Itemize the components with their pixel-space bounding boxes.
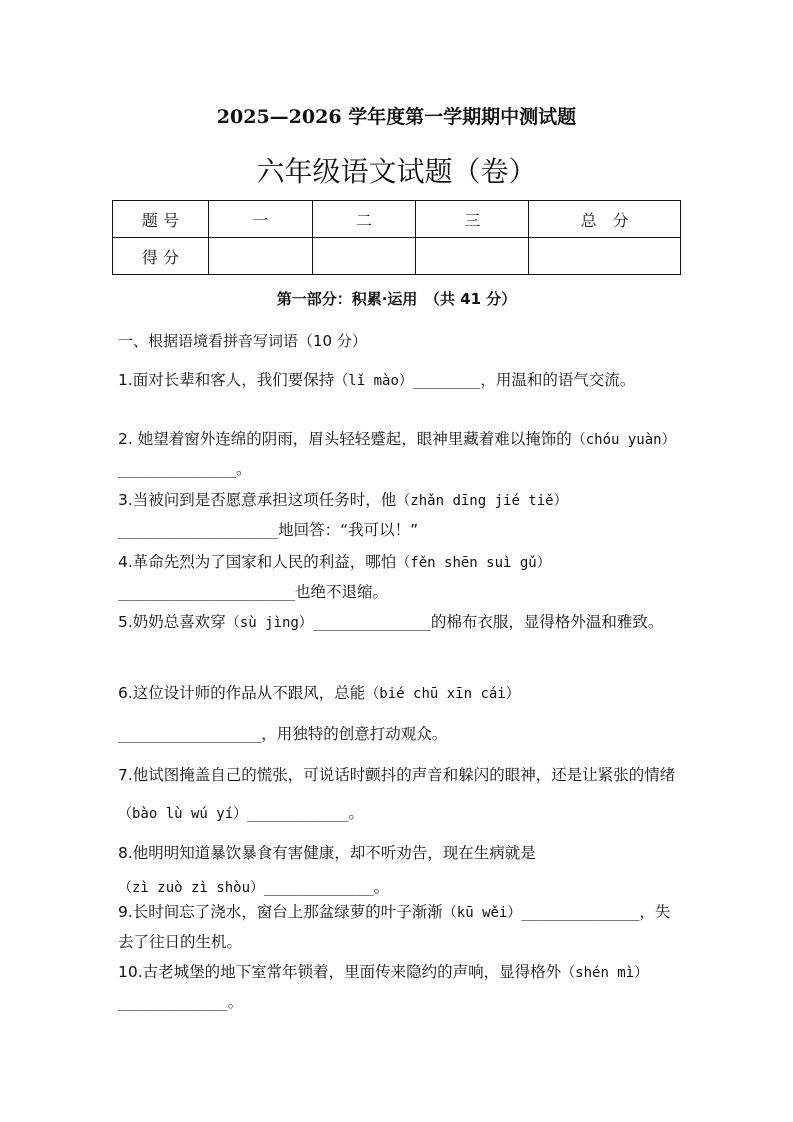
question-item <box>118 673 676 755</box>
score-table-cell: 题 号 <box>113 201 209 238</box>
answer-blank[interactable]: ________ <box>412 373 481 389</box>
question-item <box>118 425 676 485</box>
score-table-header-row <box>113 201 681 238</box>
answer-blank[interactable]: _________________ <box>118 727 262 743</box>
pinyin-hint: （bié chū xīn cái） <box>365 686 520 702</box>
score-entry-cell[interactable] <box>529 238 681 275</box>
question-tail: 。 <box>227 993 244 1011</box>
question-item <box>118 756 676 833</box>
answer-blank[interactable]: _____________________ <box>118 585 296 601</box>
pinyin-hint: （kū wěi） <box>442 905 522 921</box>
answer-blank[interactable]: _____________ <box>264 880 374 896</box>
pinyin-hint: （zhǎn dīng jié tiě） <box>396 493 568 509</box>
pinyin-hint: （zì zuò zì shòu） <box>118 880 265 896</box>
question-tail: ，失去了往日的生机。 <box>118 903 671 951</box>
exam-title: 2025—2026 学年度第一学期期中测试题 <box>216 106 577 128</box>
pinyin-hint: （fěn shēn suì gǔ） <box>396 555 551 571</box>
answer-blank[interactable]: ______________ <box>118 462 237 478</box>
answer-blank[interactable]: ____________ <box>247 806 349 822</box>
score-entry-cell[interactable] <box>208 238 312 275</box>
question-lead: 8.他明明知道暴饮暴食有害健康，却不听劝告，现在生病就是 <box>118 844 536 862</box>
question-lead: 2. 她望着窗外连绵的阴雨，眉头轻轻蹙起，眼神里藏着难以掩饰的 <box>118 430 572 448</box>
question-lead: 5.奶奶总喜欢穿 <box>118 613 226 631</box>
question-tail: ，用温和的语气交流。 <box>480 371 636 389</box>
score-entry-cell[interactable] <box>312 238 416 275</box>
question-lead: 7.他试图掩盖自己的慌张，可说话时颤抖的声音和躲闪的眼神，还是让紧张的情绪 <box>118 766 676 784</box>
part-title: 第一部分：积累·运用 （共 41 分） <box>276 290 517 308</box>
question-item <box>118 366 676 396</box>
section-title: 一、根据语境看拼音写词语（10 分） <box>118 332 367 350</box>
question-lead: 3.当被问到是否愿意承担这项任务时，他 <box>118 491 397 509</box>
pinyin-hint: （chóu yuàn） <box>571 432 676 448</box>
pinyin-hint: （shén mì） <box>561 965 649 981</box>
question-item <box>118 608 676 638</box>
question-tail: 。 <box>348 804 364 822</box>
question-tail: 地回答：“我可以！” <box>278 521 419 539</box>
score-table-cell: 三 <box>416 201 529 238</box>
question-lead: 4.革命先烈为了国家和人民的利益，哪怕 <box>118 553 397 571</box>
score-table-cell: 二 <box>312 201 416 238</box>
score-entry-cell[interactable] <box>416 238 529 275</box>
score-table-cell: 总 分 <box>529 201 681 238</box>
question-tail: 。 <box>373 878 390 896</box>
answer-blank[interactable]: ___________________ <box>118 523 279 539</box>
answer-blank[interactable]: ______________ <box>312 615 431 631</box>
score-table-score-row <box>113 238 681 275</box>
pinyin-hint: （sù jìng） <box>225 615 313 631</box>
answer-blank[interactable]: _____________ <box>118 995 228 1011</box>
question-item <box>118 836 676 905</box>
question-item <box>118 898 676 957</box>
question-lead: 9.长时间忘了浇水，窗台上那盆绿萝的叶子渐渐 <box>118 903 443 921</box>
pinyin-hint: （bào lù wú yí） <box>118 806 248 822</box>
score-table-cell: 得 分 <box>113 238 209 275</box>
question-tail: 。 <box>236 460 252 478</box>
answer-blank[interactable]: ______________ <box>521 905 640 921</box>
page-title: 六年级语文试题（卷） <box>256 155 537 188</box>
question-item <box>118 958 676 1018</box>
question-item <box>118 486 676 546</box>
question-lead: 6.这位设计师的作品从不跟风，总能 <box>118 684 366 702</box>
question-lead: 10.古老城堡的地下室常年锁着，里面传来隐约的声响，显得格外 <box>118 963 562 981</box>
pinyin-hint: （lǐ mào） <box>334 373 413 389</box>
question-tail: 的棉布衣服，显得格外温和雅致。 <box>430 613 664 631</box>
question-lead: 1.面对长辈和客人，我们要保持 <box>118 371 335 389</box>
question-item <box>118 548 676 608</box>
question-tail: 也绝不退缩。 <box>295 583 389 601</box>
question-tail: ，用独特的创意打动观众。 <box>261 725 448 743</box>
score-table <box>112 200 681 275</box>
score-table-cell: 一 <box>208 201 312 238</box>
